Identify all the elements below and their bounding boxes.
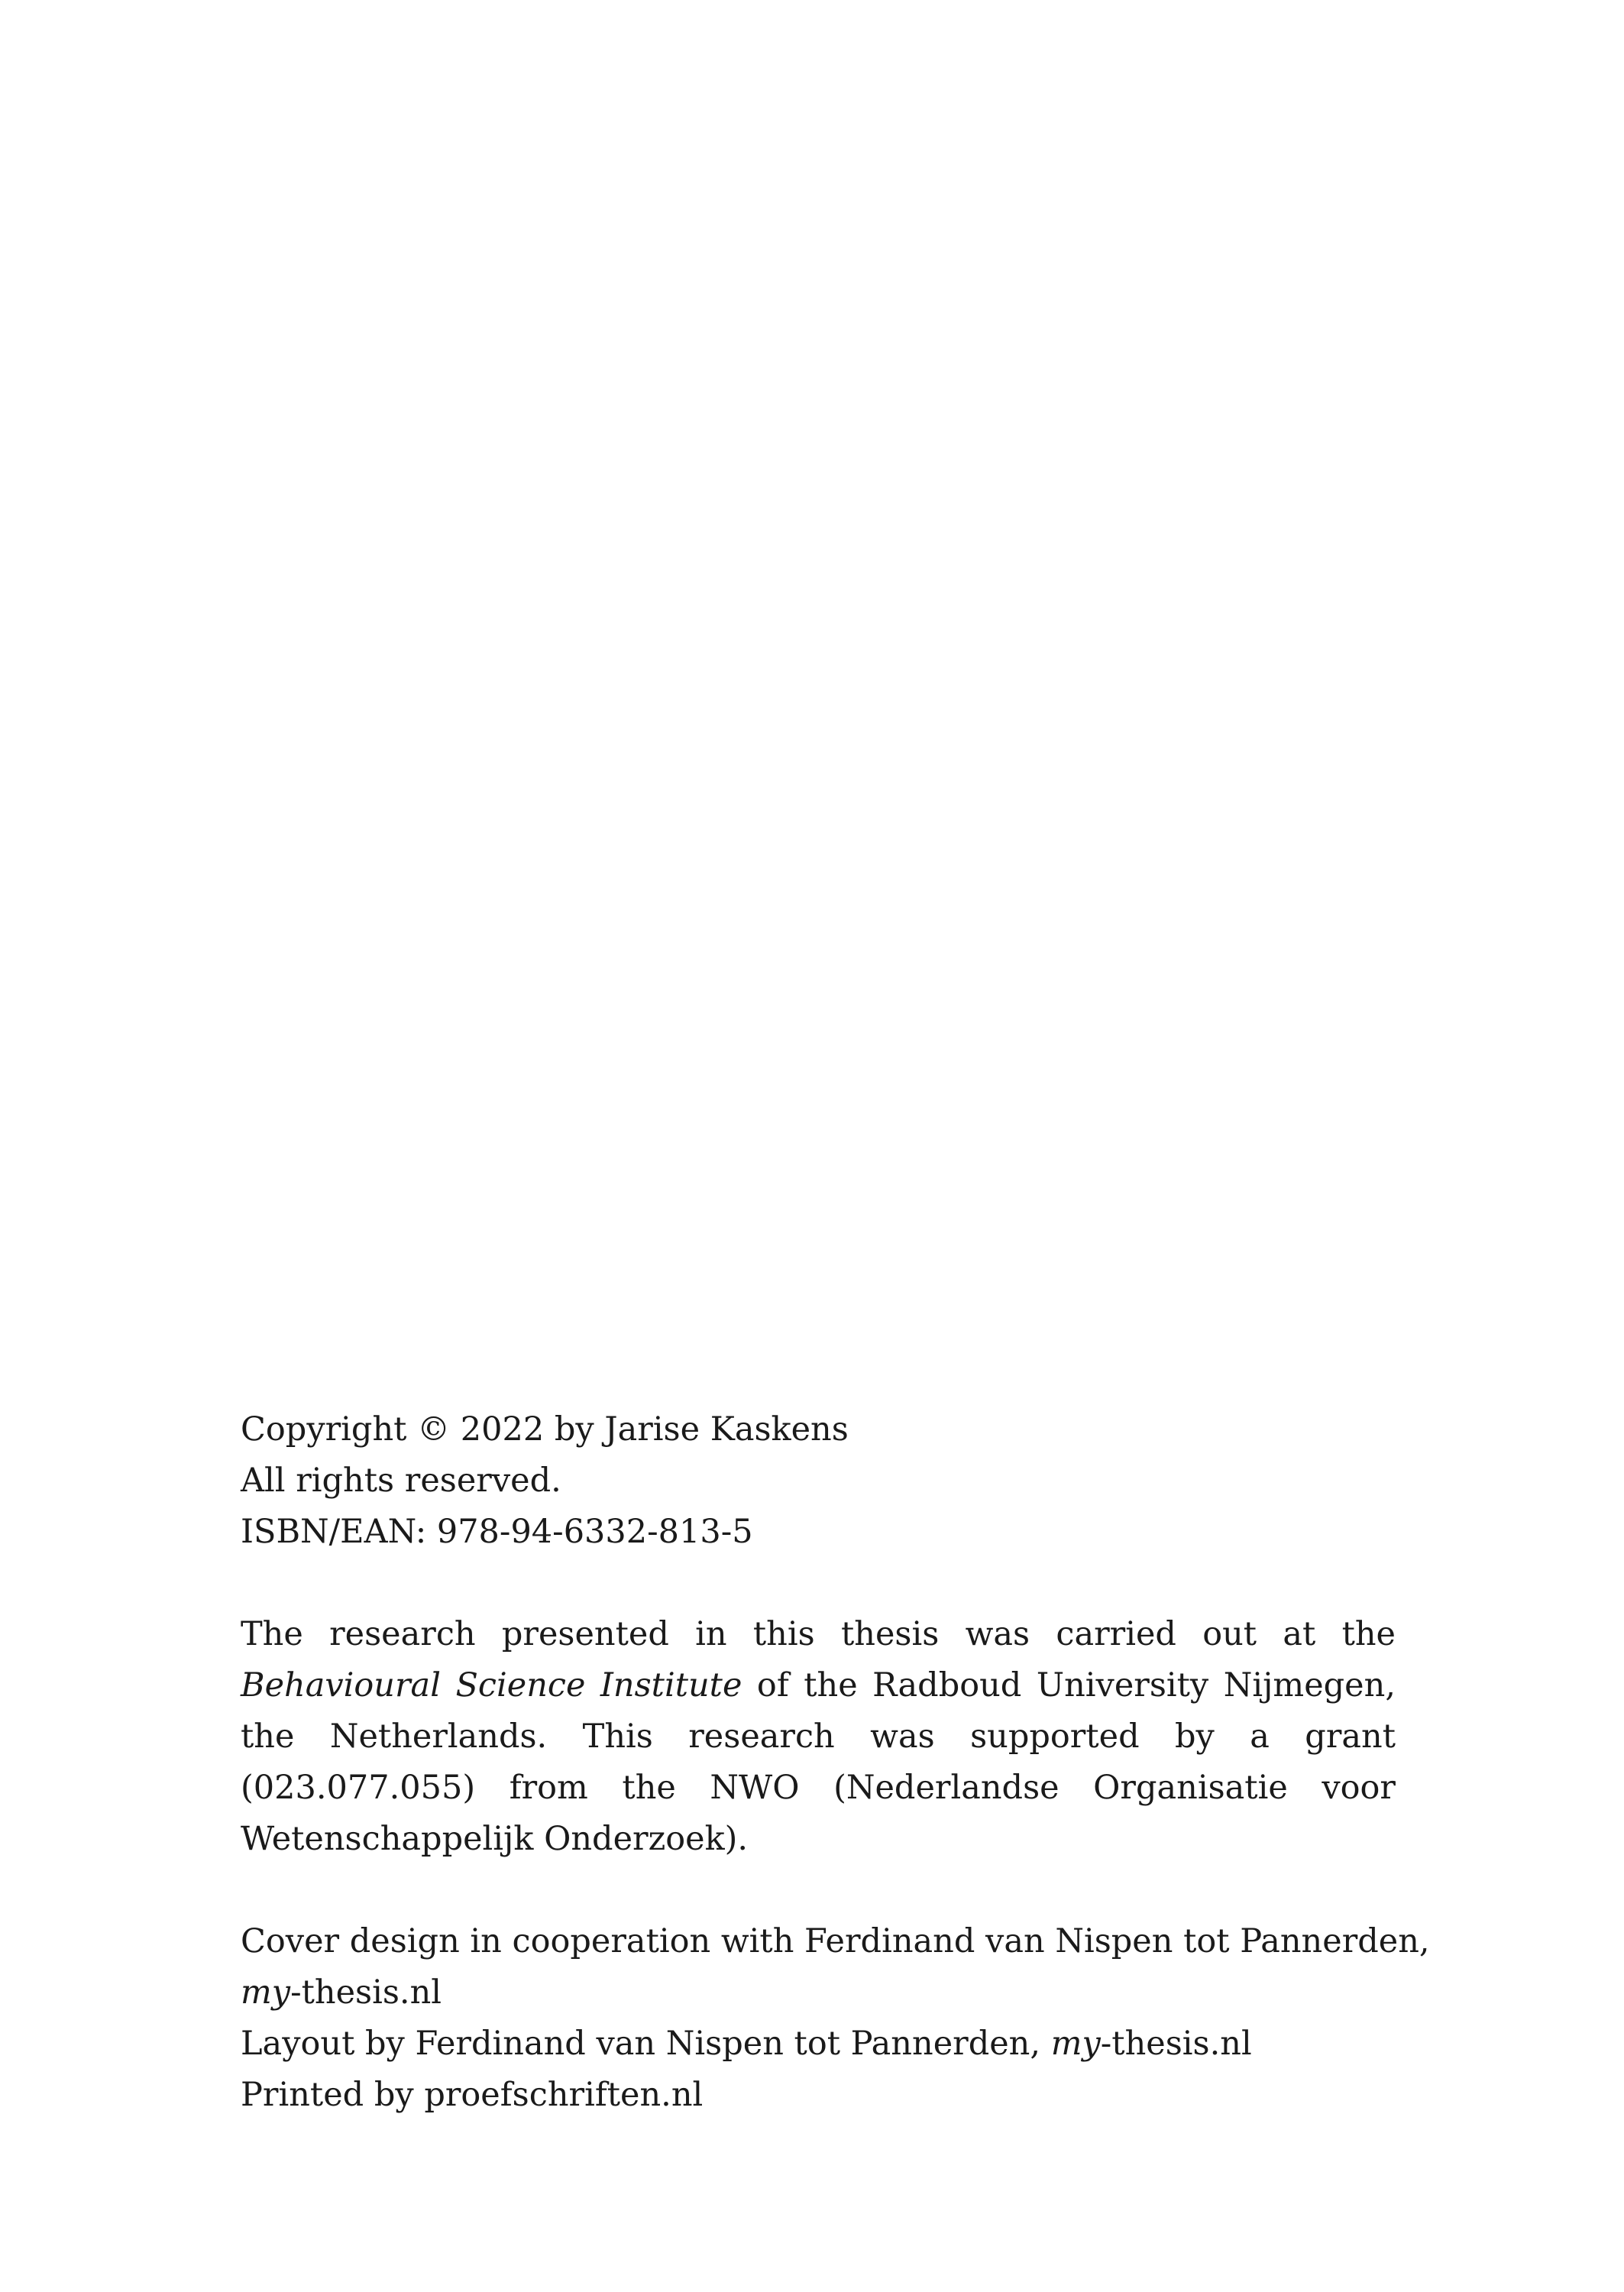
- printer-credit: Printed by proefschriften.nl: [241, 2076, 704, 2114]
- cover-design-site: [241, 1967, 1396, 2018]
- layout-credit: [241, 2018, 1396, 2070]
- research-statement: [241, 1609, 1396, 1865]
- research-text-after: of the Radboud University Nijmegen, the Netherlands. This research was supported by a grant (023.077.055) from the NWO (Nederlandse Organisatie voor Wetenschappelijk Onderzoek).: [241, 1666, 1396, 1858]
- cover-design-credit: [241, 1916, 1430, 1967]
- colophon: [241, 1404, 1430, 2121]
- institute-name: Behavioural Science Institute: [241, 1666, 742, 1704]
- copyright-block: [241, 1404, 1396, 1558]
- layout-text: Layout by Ferdinand van Nispen tot Pannerden,: [241, 2025, 1051, 2063]
- cover-site-suffix: -thesis.nl: [290, 1973, 442, 2012]
- cover-site-prefix: my: [241, 1973, 291, 2012]
- layout-site-suffix: -thesis.nl: [1100, 2025, 1252, 2063]
- credits-block: [241, 1916, 1430, 2121]
- copyright-line: Copyright © 2022 by Jarise Kaskens: [241, 1410, 849, 1449]
- layout-site-prefix: my: [1050, 2025, 1101, 2063]
- research-text-before: The research presented in this thesis was carried out at the: [241, 1615, 1396, 1653]
- cover-design-text: Cover design in cooperation with Ferdinand van Nispen tot Pannerden,: [241, 1922, 1430, 1960]
- rights-reserved: All rights reserved.: [241, 1462, 561, 1500]
- isbn: ISBN/EAN: 978-94-6332-813-5: [241, 1513, 753, 1551]
